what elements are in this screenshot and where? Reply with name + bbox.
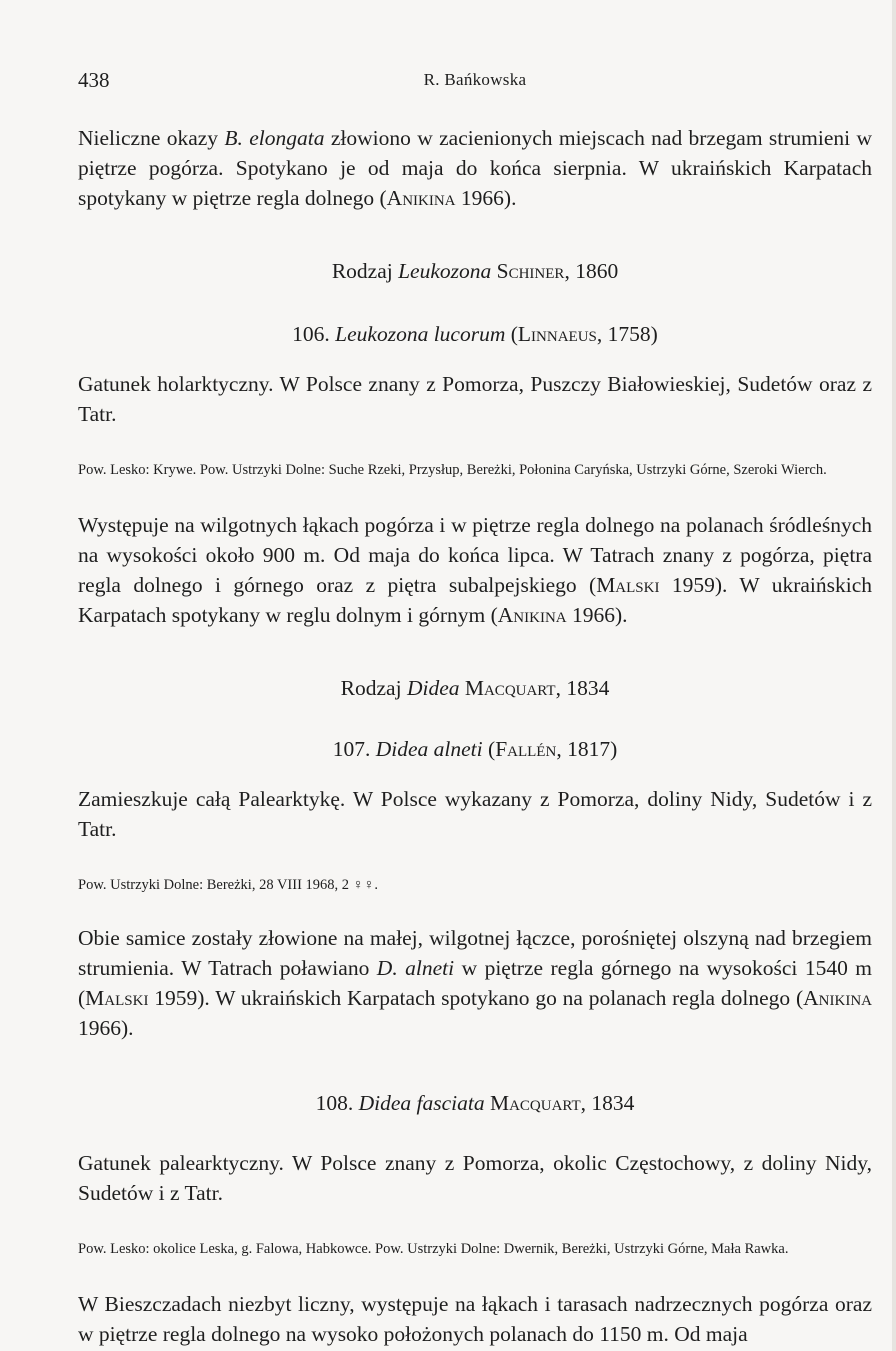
paragraph-elongata: Nieliczne okazy B. elongata złowiono w zacienionych miejscach nad brzegam strumieni w piętrze pogórza. Spotykano je od maja do końca sierpnia. W ukraińskich Karpatach spotykany w piętrze regla dolnego (Anikina 1966). bbox=[78, 126, 873, 210]
page-edge-shadow bbox=[892, 0, 896, 1351]
genus-heading-didea: Rodzaj Didea Macquart, 1834 bbox=[340, 675, 610, 700]
species-heading-106: 106. Leukozona lucorum (Linnaeus, 1758) bbox=[292, 322, 658, 346]
locality-list-106: Pow. Lesko: Krywe. Pow. Ustrzyki Dolne: Suche Rzeki, Przysłup, Bereżki, Połonina Caryńska, Ustrzyki Górne, Szeroki Wierch. bbox=[78, 462, 827, 478]
genus-heading-leukozona: Rodzaj Leukozona Schiner, 1860 bbox=[331, 259, 619, 283]
page-number: 438 bbox=[78, 68, 110, 92]
paragraph-habitat-108: W Bieszczadach niezbyt liczny, występuje na łąkach i tarasach nadrzecznych pogórza oraz w piętrze regla dolnego na wysoko położonych polanach do 1150 m. Od maja bbox=[78, 1291, 872, 1346]
paragraph-distribution-107: Zamieszkuje całą Palearktykę. W Polsce wykazany z Pomorza, doliny Nidy, Sudetów i z Tatr. bbox=[78, 786, 872, 841]
species-heading-108: 108. Didea fasciata Macquart, 1834 bbox=[315, 1091, 635, 1115]
running-header bbox=[78, 62, 872, 96]
author-citation: Anikina bbox=[386, 186, 456, 210]
locality-list-108: Pow. Lesko: okolice Leska, g. Falowa, Habkowce. Pow. Ustrzyki Dolne: Dwernik, Bereżki, Ustrzyki Górne, Mała Rawka. bbox=[78, 1241, 789, 1257]
paragraph-habitat-107: Obie samice zostały złowione na małej, wilgotnej łączce, porośniętej olszyną nad brzegiem strumienia. W Tatrach poławiano D. alneti w piętrze regla górnego na wysokości 1540 m (Malski 1959). W ukraińskich Karpatach spotykano go na polanach regla dolnego (Anikina 1966). bbox=[78, 926, 872, 1040]
locality-list-107: Pow. Ustrzyki Dolne: Bereżki, 28 VIII 1968, 2 ♀♀. bbox=[78, 876, 379, 893]
species-heading-107: 107. Didea alneti (Fallén, 1817) bbox=[332, 736, 618, 761]
document-page bbox=[78, 62, 872, 1349]
species-name: B. elongata bbox=[224, 126, 325, 150]
paragraph-distribution-106: Gatunek holarktyczny. W Polsce znany z Pomorza, Puszczy Białowieskiej, Sudetów oraz z Tatr. bbox=[78, 372, 872, 426]
running-author: R. Bańkowska bbox=[423, 70, 527, 89]
paragraph-distribution-108: Gatunek palearktyczny. W Polsce znany z Pomorza, okolic Częstochowy, z doliny Nidy, Sudetów i z Tatr. bbox=[78, 1151, 872, 1205]
paragraph-habitat-106: Występuje na wilgotnych łąkach pogórza i w piętrze regla dolnego na polanach śródleśnych na wysokości około 900 m. Od maja do końca lipca. W Tatrach znany z pogórza, piętra regla dolnego i górnego oraz z piętra subalpejskiego (Malski 1959). W ukraińskich Karpatach spotykany w reglu dolnym i górnym (Anikina 1966). bbox=[78, 512, 873, 627]
